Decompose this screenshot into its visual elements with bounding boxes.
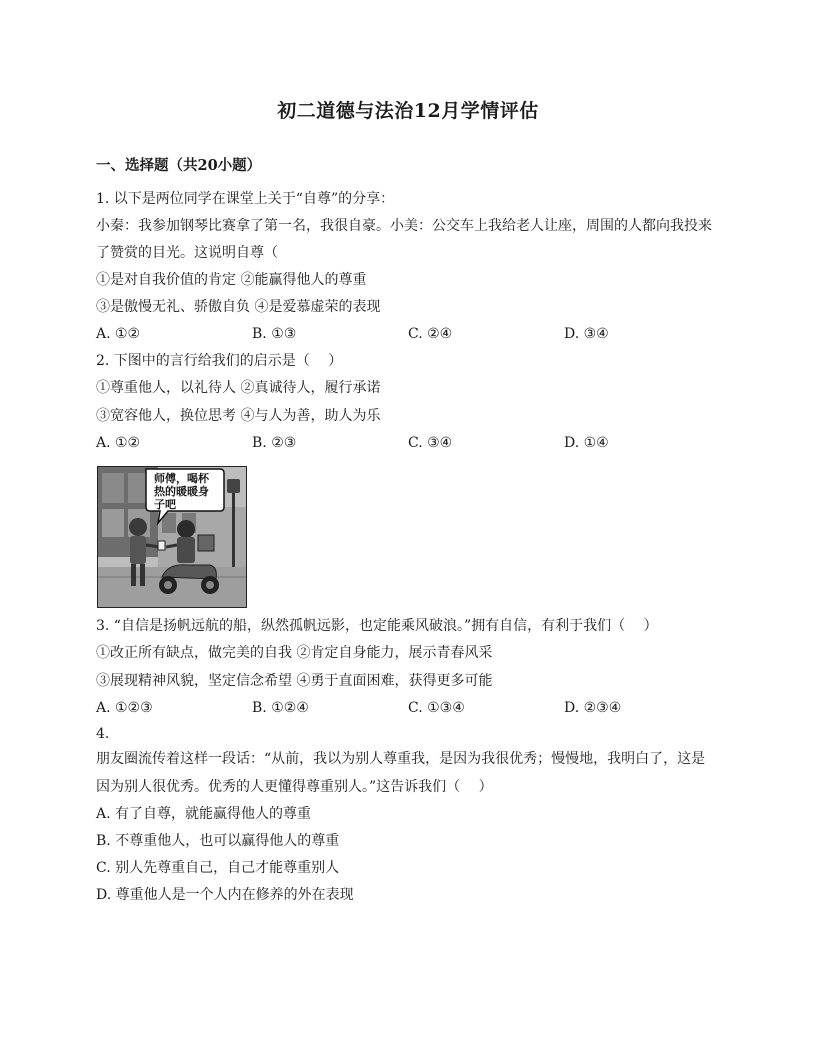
q1-text-line: 小秦：我参加钢琴比赛拿了第一名，我很自豪。小美：公交车上我给老人让座，周围的人都向我投来 bbox=[96, 218, 712, 234]
q4-option-c: C. 别人先尊重自己，自己才能尊重别人 bbox=[96, 860, 340, 876]
speech-bubble-line: 热的暖暖身 bbox=[154, 485, 209, 498]
q3-option-b: B. ①②④ bbox=[252, 700, 309, 716]
q1-option-c: C. ②④ bbox=[408, 326, 453, 342]
speech-bubble-line: 子吧 bbox=[154, 498, 176, 511]
q4-text-line: 朋友圈流传着这样一段话：“从前，我以为别人尊重我，是因为我很优秀；慢慢地，我明白了，这是 bbox=[96, 751, 706, 767]
q1-option-b: B. ①③ bbox=[252, 326, 297, 342]
q1-statement: ③是傲慢无礼、骄傲自负 ④是爱慕虚荣的表现 bbox=[96, 299, 381, 315]
q1-statement: ①是对自我价值的肯定 ②能赢得他人的尊重 bbox=[96, 272, 367, 288]
section-heading: 一、选择题（共20小题） bbox=[96, 157, 262, 174]
q1-stem: 1. 以下是两位同学在课堂上关于“自尊”的分享： bbox=[96, 191, 395, 207]
comic-illustration bbox=[97, 466, 247, 608]
q3-option-d: D. ②③④ bbox=[564, 700, 622, 716]
q3-stem: 3. “自信是扬帆远航的船，纵然孤帆远影，也定能乘风破浪。”拥有自信，有利于我们（ ） bbox=[96, 618, 658, 634]
page-title: 初二道德与法治12月学情评估 bbox=[277, 100, 539, 122]
q2-option-a: A. ①② bbox=[96, 435, 141, 451]
q2-stem: 2. 下图中的言行给我们的启示是（ ） bbox=[96, 353, 343, 369]
q3-option-c: C. ①③④ bbox=[408, 700, 465, 716]
q4-text-line: 因为别人很优秀。优秀的人更懂得尊重别人。”这告诉我们（ ） bbox=[96, 779, 493, 795]
q1-text-line: 了赞赏的目光。这说明自尊（ bbox=[96, 245, 278, 261]
q3-statement: ①改正所有缺点，做完美的自我 ②肯定自身能力，展示青春风采 bbox=[96, 645, 493, 661]
speech-bubble-line: 师傅，喝杯 bbox=[154, 472, 209, 485]
q2-option-d: D. ①④ bbox=[564, 435, 609, 451]
q3-statement: ③展现精神风貌，坚定信念希望 ④勇于直面困难，获得更多可能 bbox=[96, 673, 493, 689]
q3-option-a: A. ①②③ bbox=[96, 700, 153, 716]
q4-option-d: D. 尊重他人是一个人内在修养的外在表现 bbox=[96, 887, 354, 903]
q4-number: 4. bbox=[96, 726, 110, 742]
q1-option-d: D. ③④ bbox=[564, 326, 609, 342]
q1-option-a: A. ①② bbox=[96, 326, 141, 342]
q2-option-b: B. ②③ bbox=[252, 435, 297, 451]
q4-option-b: B. 不尊重他人，也可以赢得他人的尊重 bbox=[96, 833, 340, 849]
q2-option-c: C. ③④ bbox=[408, 435, 453, 451]
q2-statement: ①尊重他人，以礼待人 ②真诚待人，履行承诺 bbox=[96, 380, 381, 396]
q4-option-a: A. 有了自尊，就能赢得他人的尊重 bbox=[96, 806, 312, 822]
q2-statement: ③宽容他人，换位思考 ④与人为善，助人为乐 bbox=[96, 408, 381, 424]
